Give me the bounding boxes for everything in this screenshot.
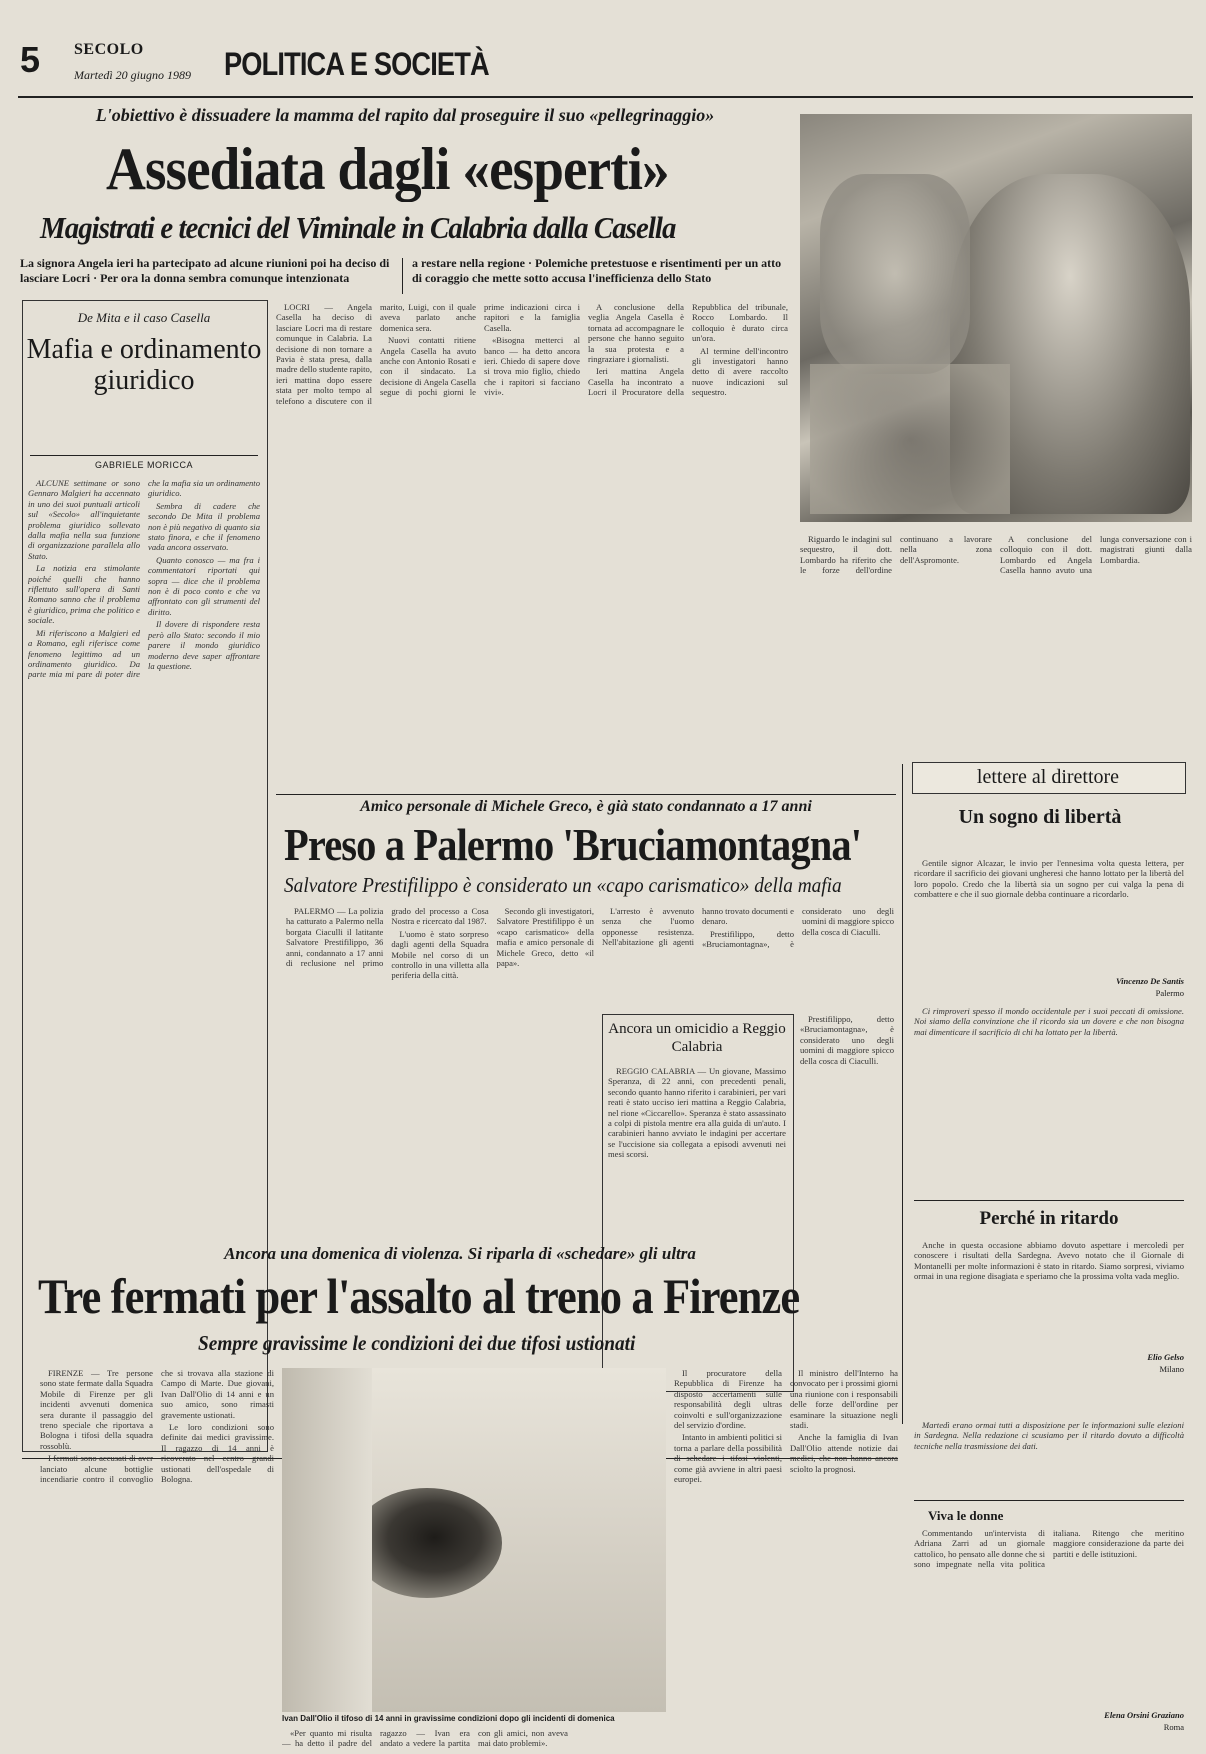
letter2-signature: Elio Gelso [1147, 1352, 1184, 1362]
paragraph: Prestifilippo, detto «Bruciamontagna», è considerato uno degli uomini di maggiore spicco della cosca di Ciaculli. [800, 1014, 894, 1066]
letter1-title: Un sogno di libertà [958, 806, 1122, 828]
issue-date: Martedì 20 giugno 1989 [74, 68, 191, 82]
paragraph: Il dovere di rispondere resta però allo Stato: secondo il mio parere il mondo giuridico moderno deve saper affrontare la questione. [148, 619, 260, 671]
paragraph: Al termine dell'incontro gli investigatori hanno detto di avere raccolto nuove indicazioni sul sequestro. [692, 345, 788, 398]
letter3-signature: Elena Orsini Graziano [1104, 1710, 1184, 1720]
story1-body-upper [276, 302, 788, 788]
letters-divider [902, 764, 903, 1424]
letter1-body [914, 858, 1184, 970]
story1-body-right [800, 534, 1192, 762]
story3-headline: Tre fermati per l'assalto al treno a Firenze [38, 1268, 800, 1324]
paragraph: A conclusione del colloquio con il dott. Lombardo ed Angela Casella hanno avuto una lunga conversazione con i magistrati giunti dalla Lombardia. [1000, 534, 1192, 576]
letter1-signature: Vincenzo De Santis [1115, 976, 1184, 986]
letter3-place: Roma [1163, 1722, 1184, 1732]
letter2-place: Milano [1159, 1364, 1184, 1374]
paragraph: A conclusione della veglia Angela Casella è tornata ad accompagnare le persone che hanno seguito la sua protesta e a ringraziare i giornalisti. [588, 302, 684, 365]
story3-body-under-photo [282, 1728, 666, 1750]
paragraph: «Per quanto mi risulta — ha detto il padre del ragazzo — Ivan era andato a vedere la partita con gli amici, non aveva mai dato problemi». [282, 1728, 568, 1749]
commentary-rule [30, 455, 258, 456]
paragraph: Prestifilippo, detto «Bruciamontagna», è considerato uno degli uomini di maggiore spicco della cosca di Ciaculli. [702, 906, 894, 950]
paragraph: L'arresto è avvenuto senza che l'uomo opponesse resistenza. Nell'abitazione gli agenti hanno trovato documenti e denaro. [602, 906, 794, 948]
paragraph: Il ministro dell'Interno ha convocato per i prossimi giorni una riunione con i responsabili delle forze dell'ordine per esaminare la situazione negli stadi. [790, 1368, 898, 1431]
story3-kicker: Ancora una domenica di violenza. Si riparla di «schedare» gli ultra [224, 1244, 696, 1263]
photo-shadow [282, 1368, 372, 1712]
paragraph: I fermati sono accusati di aver lanciato alcune bottiglie incendiarie contro il convoglio che si trovava alla stazione di Campo di Marte. Due giovani, Ivan Dall'Olio di 14 anni e un suo amico, sono rimasti gravemente ustionati. [40, 1368, 274, 1485]
story2-body-tail [800, 1014, 894, 1414]
header-rule [18, 96, 1193, 98]
paragraph: Ci rimproveri spesso il mondo occidentale per i suoi peccati di omissione. Noi siamo della convinzione che il ricordo sia un dovere e che non bisogna mai dimenticare il sacrificio di chi ha lottato per la libertà. [914, 1006, 1184, 1037]
story2-subhead: Salvatore Prestifilippo è considerato un «capo carismatico» della mafia [284, 873, 842, 897]
letter2-reply [914, 1420, 1184, 1492]
paragraph: Le loro condizioni sono definite dai medici gravissime. Il ragazzo di 14 anni è ricoverato nel centro grandi ustionati dell'ospedale di Bologna. [161, 1422, 274, 1485]
commentary-kicker: De Mita e il caso Casella [77, 310, 211, 325]
paragraph: PALERMO — La polizia ha catturato a Palermo nella borgata Ciaculli il latitante Salvatore Prestifilippo, 36 anni, condannato a 17 anni di reclusione nel primo grado del processo a Cosa Nostra e ricercato dal 1987. [286, 906, 489, 969]
letter3-title: Viva le donne [928, 1508, 1004, 1523]
letters-rule-1 [914, 1200, 1184, 1201]
letters-section-title: lettere al direttore [976, 766, 1120, 788]
page-number: 5 [20, 39, 40, 80]
paragraph: Mi riferiscono a Malgieri ed a Romano, egli riferisce come fenomeno legittimo ad un ordinamento giuridico. Da parte mia mi pare di poter dire che la mafia sia un ordinamento giuridico. [28, 478, 260, 680]
story1-subhead: Magistrati e tecnici del Viminale in Calabria dalla Casella [40, 210, 676, 245]
story1-photo [800, 114, 1192, 522]
commentary-headline: Mafia e ordinamento giuridico [26, 334, 262, 396]
story2-kicker: Amico personale di Michele Greco, è già stato condannato a 17 anni [360, 798, 812, 815]
story3-body-right [674, 1368, 898, 1748]
story1-kicker: L'obiettivo è dissuadere la mamma del rapito dal proseguire il suo «pellegrinaggio» [95, 105, 715, 125]
paragraph: La notizia era stimolante poiché quelli che hanno riflettuto sull'opera di Santi Romano sanno che il problema è giuridico, prima che politico e sociale. [28, 563, 140, 626]
paragraph: FIRENZE — Tre persone sono state fermate dalla Squadra Mobile di Firenze per gli incidenti avvenuti domenica sera durante il passaggio del treno speciale che riportava a Bologna i tifosi della squadra rossoblù. [40, 1368, 153, 1451]
paragraph: Commentando un'intervista di Adriana Zarri ad un giornale cattolico, ho pensato alle donne che si sono impegnate nella vita politica italiana. Ritengo che meritino maggiore considerazione da parte dei partiti e delle istituzioni. [914, 1528, 1184, 1570]
photo-figure-children [810, 364, 1010, 514]
letter2-title: Perché in ritardo [979, 1208, 1119, 1229]
section-title: POLITICA E SOCIETÀ [224, 46, 489, 82]
paragraph: LOCRI — Angela Casella ha deciso di lasciare Locri ma di restare comunque in Calabria. La decisione di non tornare a Pavia è stata presa, dalla madre dello studente rapito, ieri mattina dopo essere stata per molto tempo al telefono a discutere con il marito, Luigi, con il quale aveva parlato anche domenica sera. [276, 302, 476, 406]
letters-rule-2 [914, 1500, 1184, 1501]
omicidio-headline: Ancora un omicidio a Reggio Calabria [608, 1021, 786, 1055]
paragraph: «Bisogna metterci al banco — ha detto ancora ieri. Chiedo di sapere dove si trova mio figlio, chiedo che i rapitori si facciano vivi». [484, 335, 580, 398]
letter1-reply [914, 1006, 1184, 1192]
paragraph: REGGIO CALABRIA — Un giovane, Massimo Speranza, di 22 anni, con precedenti penali, secondo quanto hanno riferito i carabinieri, per vari reati è stato ucciso ieri mattina a Reggio Calabria, nel rione «Ciccarello». Speranza è stato assassinato a colpi di pistola mentre era alla guida di un'auto. I carabinieri hanno avviato le indagini per accertare se l'uccisione sia collegata a episodi avvenuti nei mesi scorsi. [608, 1066, 786, 1160]
summary-divider [402, 258, 403, 294]
paragraph: Martedì erano ormai tutti a disposizione per le informazioni sulle elezioni in Sardegna. Nella redazione ci scusiamo per il ritardo dovuto a difficoltà tecniche nella trasmissione dei dati. [914, 1420, 1184, 1451]
paragraph: L'uomo è stato sorpreso dagli agenti della Squadra Mobile nel corso di un controllo in una villetta alla periferia della città. [391, 928, 489, 981]
story1-summary-right: a restare nella regione · Polemiche pretestuose e risentimenti per un atto di coraggio che mette sotto accusa l'inefficienza dello Stato [412, 256, 782, 285]
story1-headline: Assediata dagli «esperti» [106, 136, 669, 202]
paragraph: Quanto conosco — ma fra i commentatori riportati qui sopra — dice che il problema non è di poco conto e che va affrontato con gli strumenti del diritto. [148, 554, 260, 617]
story3-subhead: Sempre gravissime le condizioni dei due tifosi ustionati [198, 1331, 636, 1355]
paragraph: Gentile signor Alcazar, le invio per l'ennesima volta questa lettera, per ricordare il sacrificio dei giovani ungheresi che hanno lottato per la libertà del loro popolo. Credo che la libertà sia un sogno per cui valga la pena di combattere e che il suo giornale debba continuare a ricordarlo. [914, 858, 1184, 900]
paragraph: Intanto in ambienti politici si torna a parlare della possibilità di schedare i tifosi violenti, come già avviene in altri paesi europei. [674, 1432, 782, 1485]
paragraph: Ieri mattina Angela Casella ha incontrato a Locri il Procuratore della Repubblica del tribunale, Rocco Lombardo. Il colloquio è durato circa un'ora. [588, 302, 788, 398]
photo-figure-crowd [820, 174, 970, 374]
commentary-author: GABRIELE MORICCA [94, 460, 194, 470]
story3-body-left [40, 1368, 274, 1748]
story3-photo-caption: Ivan Dall'Olio il tifoso di 14 anni in gravissime condizioni dopo gli incidenti di domenica [282, 1714, 615, 1723]
paragraph: Sembra di cadere che secondo De Mita il problema non è più negativo di quanto sia stato finora, e che il fenomeno vada ancora osservato. [148, 500, 260, 553]
story2-body-right [602, 906, 894, 1006]
masthead: SECOLO [74, 41, 144, 58]
photo-face [352, 1488, 502, 1598]
story2-top-rule [276, 794, 896, 795]
paragraph: Nuovi contatti ritiene Angela Casella ha avuto anche con Antonio Rosati e con il sindacato. La decisione di Angela Casella segue di pochi giorni le prime indicazioni circa i rapitori e la famiglia Casella. [380, 302, 580, 398]
paragraph: ALCUNE settimane or sono Gennaro Malgieri ha accennato in uno dei suoi puntuali articoli sul «Secolo» all'inquietante problema giuridico sollevato dalla mafia nella sua funzione di organizzazione parallela allo Stato. [28, 478, 140, 561]
paragraph: Anche in questa occasione abbiamo dovuto aspettare i mercoledì per conoscere i risultati della Sardegna. Avevo notato che il Giornale di Montanelli per molte informazioni è stato in ritardo. Siamo sorpresi, viviamo ormai in una regione disagiata e speriamo che la prossima volta vada meglio. [914, 1240, 1184, 1282]
story3-photo [282, 1368, 666, 1712]
story2-headline: Preso a Palermo 'Bruciamontagna' [284, 819, 862, 870]
paragraph: Riguardo le indagini sul sequestro, il dott. Lombardo ha riferito che le forze dell'ordine continuano a lavorare nella zona dell'Aspromonte. [800, 534, 992, 576]
story1-summary-left: La signora Angela ieri ha partecipato ad alcune riunioni poi ha deciso di lasciare Locri · Per ora la donna sembra comunque intenzionata [20, 256, 390, 285]
paragraph: Il procuratore della Repubblica di Firenze ha disposto accertamenti sulle responsabilità degli ultras coinvolti e sull'organizzazione del servizio d'ordine. [674, 1368, 782, 1431]
letter2-body [914, 1240, 1184, 1348]
paragraph: Anche la famiglia di Ivan Dall'Olio attende notizie dai medici, che non hanno ancora sciolto la prognosi. [790, 1432, 898, 1474]
letter3-body [914, 1528, 1184, 1708]
letter1-place: Palermo [1155, 988, 1184, 998]
paragraph: Secondo gli investigatori, Salvatore Prestifilippo è un «capo carismatico» della mafia e amico personale di Michele Greco, detto «il papa». [496, 906, 594, 969]
